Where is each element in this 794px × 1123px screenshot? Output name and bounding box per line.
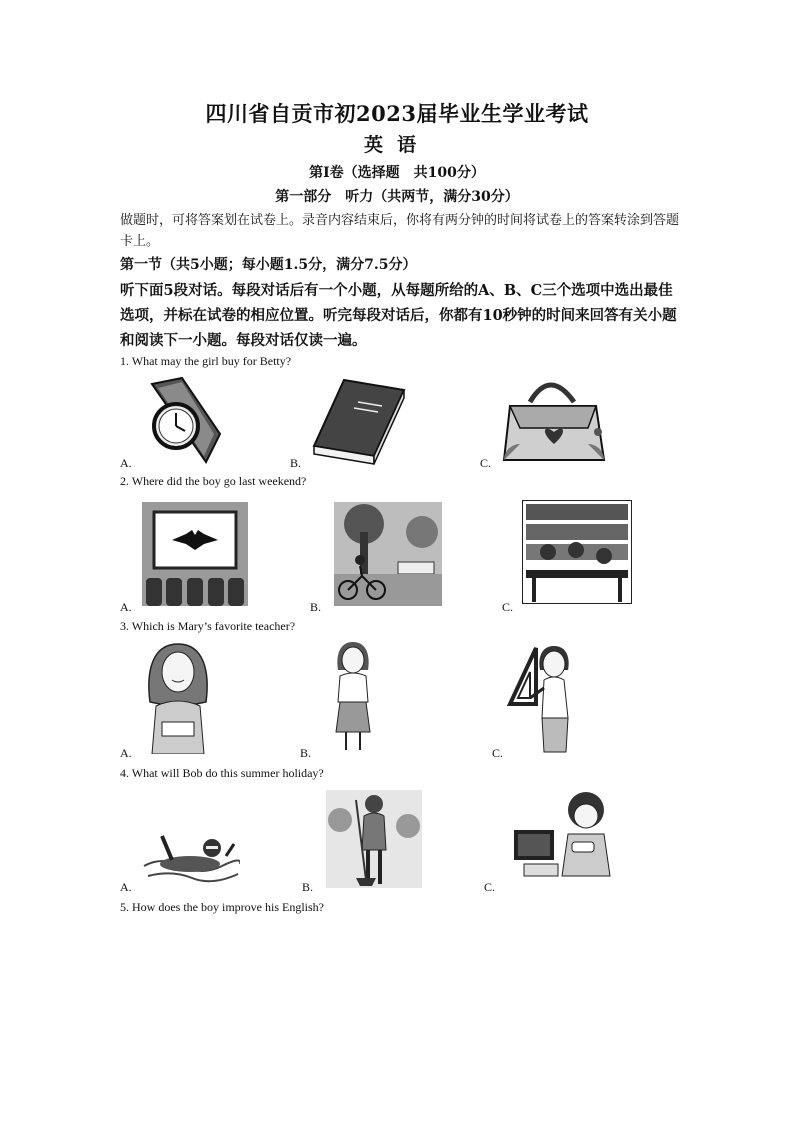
park-icon (334, 502, 442, 606)
computer-games-icon (512, 786, 620, 884)
short-hair-teacher-icon (328, 640, 378, 752)
general-instructions: 做题时，可将答案划在试卷上。录音内容结束后，你将有两分钟的时间将试卷上的答案转涂到答题卡上。 (120, 213, 680, 249)
q2-option-b: B. (310, 600, 322, 614)
subject-title: 英语 (363, 134, 430, 156)
long-hair-teacher-icon (140, 642, 216, 754)
question-1: 1. What may the girl buy for Betty? (120, 354, 292, 368)
q2-option-c: C. (502, 600, 514, 614)
sweeping-icon (326, 790, 422, 888)
handbag-icon (500, 372, 608, 464)
q2-option-a: A. (120, 600, 132, 614)
q4-option-c: C. (484, 880, 496, 894)
question-4: 4. What will Bob do this summer holiday? (120, 766, 324, 780)
q3-option-b: B. (300, 746, 312, 760)
volume-heading: 第I卷（选择题 共100分） (309, 165, 485, 181)
exam-title: 四川省自贡市初2023届毕业生学业考试 (205, 101, 589, 126)
book-icon (308, 376, 408, 466)
question-5: 5. How does the boy improve his English? (120, 900, 324, 914)
q3-option-c: C. (492, 746, 504, 760)
section-description: 听下面5段对话。每段对话后有一个小题，从每题所给的A、B、C三个选项中选出最佳选项，并标在试卷的相应位置。听完每段对话后，你都有10秒钟的时间来回答有关小题和阅读下一小题。每段对话仅读一遍。 (120, 282, 677, 349)
q1-option-c: C. (480, 456, 492, 470)
section-title: 第一节（共5小题；每小题1.5分，满分7.5分） (120, 257, 417, 273)
question-3: 3. Which is Mary’s favorite teacher? (120, 619, 296, 633)
q4-option-a: A. (120, 880, 132, 894)
q4-option-b: B. (302, 880, 314, 894)
question-2: 2. Where did the boy go last weekend? (120, 474, 307, 488)
swimming-icon (142, 826, 240, 886)
q3-option-a: A. (120, 746, 132, 760)
part-heading: 第一部分 听力（共两节，满分30分） (275, 189, 519, 205)
watch-icon (142, 374, 224, 466)
cinema-icon (142, 502, 248, 606)
library-icon (522, 500, 632, 604)
math-teacher-icon (506, 642, 582, 754)
q1-option-a: A. (120, 456, 132, 470)
q1-option-b: B. (290, 456, 302, 470)
